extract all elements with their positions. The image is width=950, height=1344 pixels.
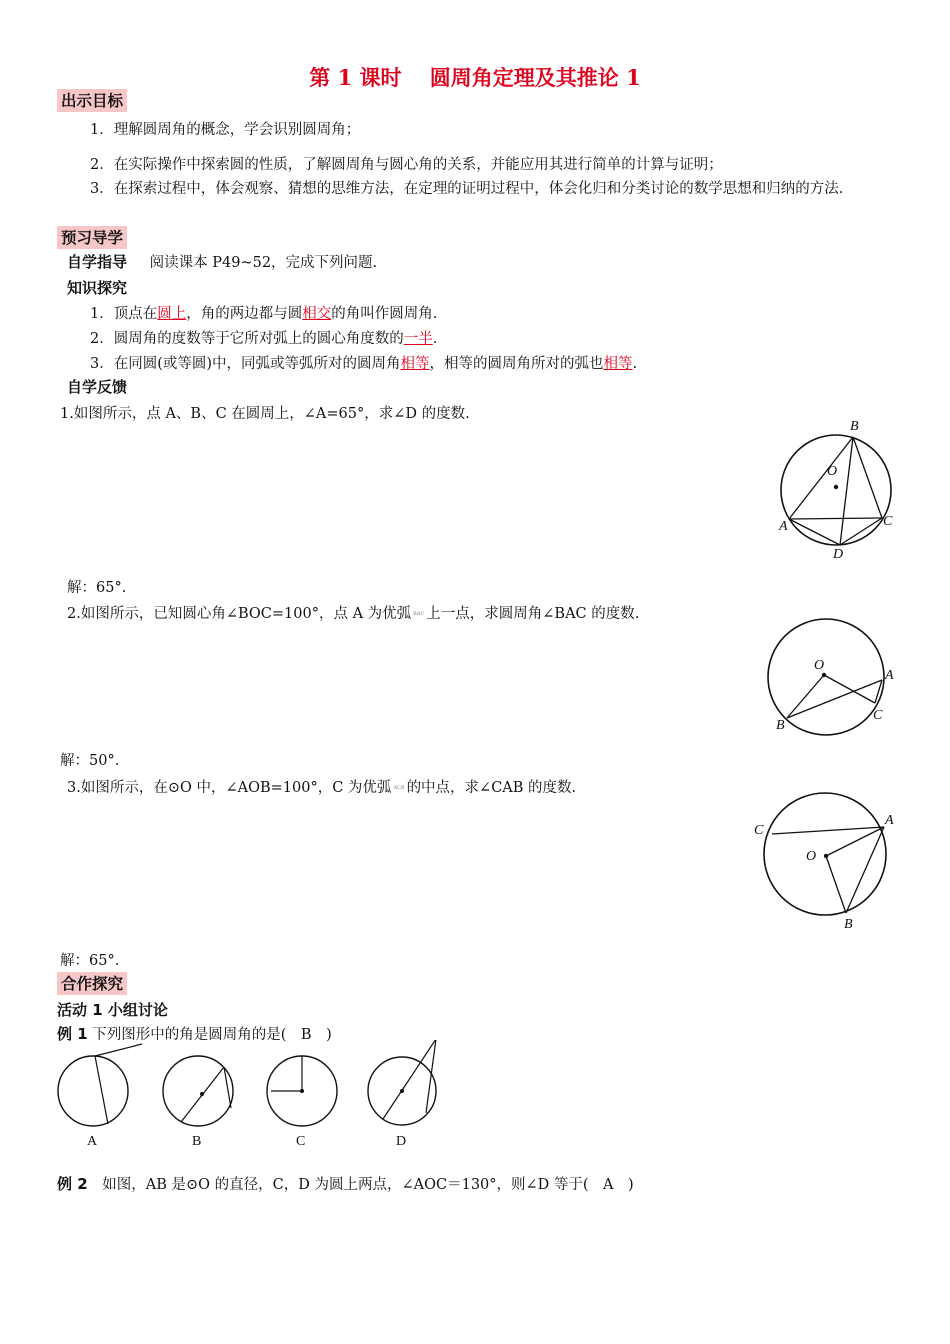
goal-item-1: 1．理解圆周角的概念，学会识别圆周角； xyxy=(90,122,361,138)
k1-post: 的角叫作圆周角. xyxy=(331,306,438,322)
k2-answer-1: 一半 xyxy=(403,331,433,347)
fig1-label-b: B xyxy=(850,419,859,434)
fig1-line-cd xyxy=(840,518,882,545)
guide-text: 阅读课本 P49~52，完成下列问题. xyxy=(149,255,378,271)
fig3-line-ca xyxy=(772,827,884,834)
k1-answer-2: 相交 xyxy=(302,306,332,322)
fig2-label-c: C xyxy=(873,708,883,723)
answer-2: 解：50°. xyxy=(60,753,120,769)
knowledge-item-3 xyxy=(90,352,637,373)
activity-1-label: 活动 1 小组讨论 xyxy=(57,1001,168,1019)
fig3-label-o: O xyxy=(806,849,817,864)
fig3-circle xyxy=(764,793,886,915)
k3-pre: 3．在同圆(或等圆)中，同弧或等弧所对的圆周角 xyxy=(90,356,401,372)
k3-mid: ，相等的圆周角所对的弧也 xyxy=(429,356,604,372)
k3-answer-1: 相等 xyxy=(400,356,430,372)
option-a-circle xyxy=(58,1056,128,1126)
fig2-label-o: O xyxy=(814,658,825,673)
k1-pre: 1．顶点在 xyxy=(90,306,158,322)
fig2-line-ac xyxy=(875,680,882,703)
q3-text-2: 的中点，求∠CAB 的度数. xyxy=(406,780,577,796)
knowledge-item-2 xyxy=(90,327,437,348)
option-d-label: D xyxy=(396,1134,407,1149)
k1-mid: ，角的两边都与圆 xyxy=(186,306,303,322)
knowledge-item-1 xyxy=(90,302,437,323)
fig3-label-b: B xyxy=(844,917,853,932)
option-d-center-dot xyxy=(400,1089,404,1093)
q2-text-2: 上一点，求圆周角∠BAC 的度数. xyxy=(426,606,640,622)
figure-1 xyxy=(770,415,900,565)
fig2-line-ob xyxy=(787,675,824,718)
k3-post: . xyxy=(632,356,638,372)
option-d-line-1 xyxy=(383,1040,436,1119)
option-a-label: A xyxy=(87,1134,98,1149)
option-b-label: B xyxy=(192,1134,202,1149)
question-3 xyxy=(67,776,576,797)
guide-label: 自学指导 xyxy=(67,253,128,271)
fig1-label-a: A xyxy=(779,519,788,534)
example-2 xyxy=(57,1173,634,1194)
feedback-label: 自学反馈 xyxy=(67,378,128,396)
goal-item-3: 3．在探索过程中，体会观察、猜想的思维方法，在定理的证明过程中，体会化归和分类讨论的数学思想和归纳的方法. xyxy=(90,181,844,197)
section-heading-preview: 预习导学 xyxy=(57,226,127,249)
figure-3 xyxy=(745,790,905,935)
fig1-line-bd xyxy=(840,437,853,545)
fig2-label-a: A xyxy=(885,668,894,683)
q2-text: 2.如图所示，已知圆心角∠BOC=100°，点 A 为优弧 xyxy=(67,606,412,622)
fig1-label-d: D xyxy=(833,547,844,562)
fig2-line-oc xyxy=(824,675,875,703)
answer-1: 解：65°. xyxy=(67,580,127,596)
fig1-line-bc xyxy=(853,437,882,518)
example-1-figures xyxy=(50,1040,450,1155)
k3-answer-2: 相等 xyxy=(603,356,633,372)
fig2-label-b: B xyxy=(776,718,785,733)
option-c-center-dot xyxy=(300,1089,304,1093)
fig1-line-ac xyxy=(789,518,882,519)
q3-text: 3.如图所示，在⊙O 中，∠AOB=100°，C 为优弧 xyxy=(67,780,392,796)
q2-arc-glyph: BAC xyxy=(413,611,425,617)
ex2-text: 如图，AB 是⊙O 的直径，C，D 为圆上两点，∠AOC＝130°，则∠D 等于( A ) xyxy=(102,1177,634,1193)
ex1-label: 例 1 xyxy=(57,1025,88,1043)
option-a-line-2 xyxy=(95,1056,108,1124)
ex1-text: 下列图形中的角是圆周角的是( B ) xyxy=(92,1027,332,1043)
k2-pre: 2．圆周角的度数等于它所对弧上的圆心角度数的 xyxy=(90,331,404,347)
k2-post: . xyxy=(432,331,438,347)
fig3-label-a: A xyxy=(885,813,894,828)
answer-3: 解：65°. xyxy=(60,953,120,969)
option-a-line-1 xyxy=(95,1044,142,1056)
self-study-guide xyxy=(67,251,377,272)
goal-item-2: 2．在实际操作中探索圆的性质，了解圆周角与圆心角的关系，并能应用其进行简单的计算与证明； xyxy=(90,157,723,173)
knowledge-label: 知识探究 xyxy=(67,279,128,297)
fig2-circle xyxy=(768,619,884,735)
fig1-label-o: O xyxy=(827,464,838,479)
fig3-label-c: C xyxy=(754,823,764,838)
option-c-label: C xyxy=(296,1134,306,1149)
section-heading-goals: 出示目标 xyxy=(57,89,127,112)
q3-arc-glyph: ACB xyxy=(393,785,405,791)
fig3-center-dot xyxy=(824,854,828,858)
fig3-line-ob xyxy=(826,856,846,913)
question-1: 1.如图所示，点 A、B、C 在圆周上，∠A=65°，求∠D 的度数. xyxy=(60,406,470,422)
question-2 xyxy=(67,602,639,623)
figure-2 xyxy=(760,615,905,740)
page-title: 第 1 课时 圆周角定理及其推论 1 xyxy=(309,65,641,90)
section-heading-cooperate: 合作探究 xyxy=(57,972,127,995)
fig2-center-dot xyxy=(822,673,826,677)
fig1-label-c: C xyxy=(883,514,893,529)
fig1-circle xyxy=(781,435,891,545)
option-b-circle xyxy=(163,1056,233,1126)
fig3-line-ao xyxy=(826,827,884,856)
k1-answer-1: 圆上 xyxy=(157,306,187,322)
option-b-center-dot xyxy=(200,1092,204,1096)
fig1-center-dot xyxy=(834,485,838,489)
ex2-label: 例 2 xyxy=(57,1175,88,1193)
